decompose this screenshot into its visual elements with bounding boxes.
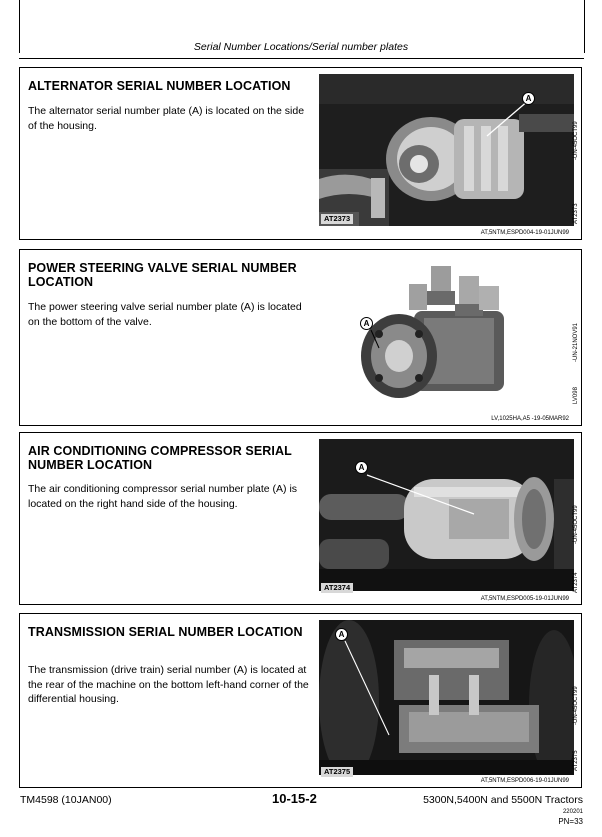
side-code: AT2375	[573, 750, 579, 771]
alternator-photo	[319, 74, 574, 226]
callout-a: A	[360, 317, 373, 330]
photo-label: AT2375	[321, 767, 353, 777]
reference-code: AT,5NTM,ESPD004-19-01JUN99	[480, 230, 569, 236]
header-divider	[19, 58, 584, 59]
footer-pn: PN=33	[558, 817, 583, 826]
side-code: AT2374	[573, 572, 579, 593]
photo-label: AT2373	[321, 214, 353, 224]
section-title: TRANSMISSION SERIAL NUMBER LOCATION	[28, 625, 303, 639]
side-code: LV098	[573, 387, 579, 404]
side-code: -UN-45OCT99	[573, 121, 579, 160]
power-steering-valve-photo	[319, 256, 574, 408]
page-header-title: Serial Number Locations/Serial number plates	[193, 41, 409, 53]
reference-code: AT,5NTM,ESPD005-19-01JUN99	[480, 596, 569, 602]
reference-code: LV,1025HA,A5 -19-05MAR92	[491, 416, 569, 422]
section-power-steering	[19, 249, 582, 426]
section-transmission	[19, 613, 582, 788]
footer-doc-id: TM4598 (10JAN00)	[20, 794, 112, 806]
footer-small-code: 220201	[562, 809, 583, 815]
section-body: The air conditioning compressor serial number plate (A) is located on the right hand side of the housing.	[28, 483, 298, 510]
callout-a: A	[522, 92, 535, 105]
footer-models: 5300N,5400N and 5500N Tractors	[423, 794, 583, 806]
reference-code: AT,5NTM,ESPD006-19-01JUN99	[480, 778, 569, 784]
callout-a: A	[335, 628, 348, 641]
section-title: ALTERNATOR SERIAL NUMBER LOCATION	[28, 79, 291, 93]
section-title: POWER STEERING VALVE SERIAL NUMBER LOCATION	[28, 261, 297, 289]
section-title: AIR CONDITIONING COMPRESSOR SERIAL NUMBER LOCATION	[28, 444, 292, 472]
callout-a: A	[355, 461, 368, 474]
section-body: The power steering valve serial number plate (A) is located on the bottom of the valve.	[28, 301, 302, 328]
side-code: -UN-45OCT99	[573, 686, 579, 725]
side-code: -UN-21NOV91	[573, 322, 579, 362]
section-alternator	[19, 67, 582, 240]
photo-label: AT2374	[321, 583, 353, 593]
section-body: The alternator serial number plate (A) is located on the side of the housing.	[28, 105, 305, 132]
section-air-conditioning	[19, 432, 582, 605]
section-body: The transmission (drive train) serial number (A) is located at the rear of the machine on the bottom left-hand corner of the differential housing.	[28, 664, 309, 705]
footer-page-number: 10-15-2	[272, 791, 317, 806]
side-code: -UN-45OCT99	[573, 505, 579, 544]
side-code: AT2373	[573, 203, 579, 224]
transmission-photo	[319, 620, 574, 775]
